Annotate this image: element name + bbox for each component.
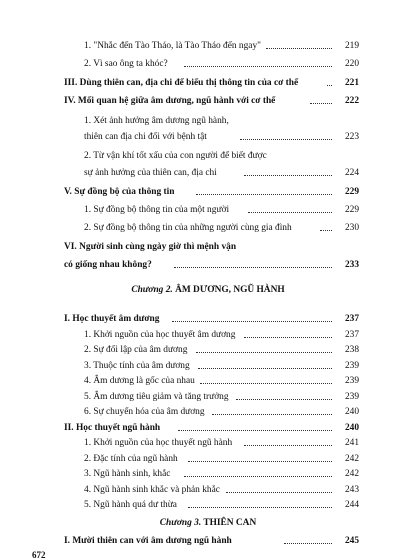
chapter-number: Chương 3.: [159, 517, 202, 528]
toc-page: 238: [344, 345, 359, 355]
dot-leader: [196, 194, 332, 195]
toc-page: 242: [344, 453, 359, 464]
toc-page: 223: [344, 132, 359, 142]
dot-leader: [248, 212, 332, 213]
toc-page: 239: [344, 376, 359, 386]
dot-leader: [184, 66, 332, 67]
dot-leader: [266, 48, 332, 49]
toc-page: 237: [344, 329, 359, 340]
toc-entry: [0, 258, 416, 272]
toc-page: 221: [344, 78, 359, 88]
toc-label: thiên can địa chi đối với bệnh tật: [84, 132, 207, 142]
toc-entry: [0, 57, 416, 71]
dot-leader: [236, 399, 332, 400]
toc-entry: [0, 405, 416, 419]
chapter-title: ÂM DƯƠNG, NGŨ HÀNH: [175, 285, 285, 295]
toc-label: 5. Ngũ hành quá dư thừa: [84, 500, 177, 510]
dot-leader: [200, 383, 332, 384]
toc-entry: [0, 390, 416, 404]
toc-label: có giống nhau không?: [64, 260, 152, 270]
toc-page: 237: [344, 314, 359, 324]
toc-entry: [0, 185, 416, 199]
toc-label: III. Dùng thiên can, địa chi để biểu thị thông tin của cơ thể: [64, 78, 299, 88]
toc-page: 229: [344, 205, 359, 215]
toc-page: 220: [344, 59, 359, 69]
toc-page: 243: [344, 484, 359, 495]
toc-page: 240: [344, 407, 359, 417]
toc-label: I. Mười thiên can với âm dương ngũ hành: [64, 535, 232, 546]
toc-entry: [0, 39, 416, 53]
toc-page: 233: [344, 260, 359, 270]
dot-leader: [226, 492, 332, 493]
toc-label: 2. Sự đồng bộ thông tin của những người cùng gia đình: [84, 223, 292, 233]
toc-label: 3. Ngũ hành sinh, khắc: [84, 469, 171, 479]
dot-leader: [244, 337, 332, 338]
toc-page: 241: [344, 438, 359, 448]
toc-entry: [0, 359, 416, 373]
toc-entry: [0, 328, 416, 342]
dot-leader: [188, 461, 332, 462]
toc-entry: [0, 467, 416, 481]
dot-leader: [284, 543, 332, 544]
toc-entry: [0, 149, 416, 163]
toc-label: 2. Từ vận khí tốt xấu của con người để biết được: [84, 151, 267, 161]
toc-entry: [0, 114, 416, 128]
toc-label: VI. Người sinh cùng ngày giờ thì mệnh vận: [64, 242, 237, 252]
dot-leader: [244, 175, 332, 176]
toc-label: 1. Sự đồng bộ thông tin của một người: [84, 205, 230, 215]
toc-entry: [0, 94, 416, 108]
dot-leader: [172, 321, 332, 322]
toc-page: 230: [344, 223, 359, 233]
toc-entry: [0, 421, 416, 435]
dot-leader: [320, 230, 332, 231]
dot-leader: [327, 85, 332, 86]
chapter-number: Chương 2.: [131, 285, 173, 295]
toc-page: 239: [344, 391, 359, 402]
toc-label: II. Học thuyết ngũ hành: [64, 422, 161, 433]
dot-leader: [212, 414, 332, 415]
toc-label: 6. Sự chuyển hóa của âm dương: [84, 407, 205, 417]
toc-entry: [0, 452, 416, 466]
toc-page: 219: [344, 41, 359, 51]
toc-page: 222: [344, 96, 359, 106]
chapter-title: THIÊN CAN: [201, 517, 257, 528]
dot-leader: [310, 103, 332, 104]
toc-entry: [0, 130, 416, 144]
toc-label: IV. Mối quan hệ giữa âm dương, ngũ hành với cơ thể: [64, 96, 276, 106]
dot-leader: [188, 507, 332, 508]
toc-label: I. Học thuyết âm dương: [64, 314, 160, 324]
dot-leader: [240, 139, 332, 140]
toc-entry: [0, 76, 416, 90]
toc-entry: [0, 240, 416, 254]
toc-entry: [0, 343, 416, 357]
toc-page: 229: [344, 187, 359, 197]
page-number: 672: [32, 549, 46, 560]
toc-label: 2. Sự đối lập của âm dương: [84, 345, 188, 355]
toc-label: 4. Ngũ hành sinh khắc và phản khắc: [84, 484, 220, 495]
toc-entry: [0, 166, 416, 180]
toc-entry: [0, 374, 416, 388]
toc-page: 239: [344, 360, 359, 371]
dot-leader: [244, 445, 332, 446]
dot-leader: [184, 476, 332, 477]
toc-page: 245: [344, 535, 359, 546]
toc-entry: [0, 498, 416, 512]
toc-label: sự ảnh hưởng của thiên can, địa chi: [84, 168, 217, 178]
toc-label: 2. Vì sao ông ta khóc?: [84, 59, 168, 69]
toc-page: 244: [344, 500, 359, 510]
toc-page: 224: [344, 168, 359, 178]
toc-label: 1. Khởi nguồn của học thuyết âm dương: [84, 329, 236, 340]
dot-leader: [174, 267, 332, 268]
toc-label: 2. Đặc tính của ngũ hành: [84, 453, 178, 464]
toc-label: 1. Khởi nguồn của học thuyết ngũ hành: [84, 438, 233, 448]
toc-entry: [0, 534, 416, 548]
toc-label: V. Sự đồng bộ của thông tin: [64, 187, 175, 197]
toc-label: 1. Xét ảnh hưởng âm dương ngũ hành,: [84, 116, 229, 126]
toc-label: 1. "Nhắc đến Tào Tháo, là Tào Tháo đến ngay": [84, 41, 261, 51]
toc-entry: [0, 203, 416, 217]
toc-page: 242: [344, 469, 359, 479]
toc-entry: [0, 312, 416, 326]
chapter-heading: [0, 283, 416, 297]
dot-leader: [198, 368, 332, 369]
toc-entry: [0, 483, 416, 497]
dot-leader: [196, 352, 332, 353]
toc-entry: [0, 221, 416, 235]
toc-label: 3. Thuộc tính của âm dương: [84, 360, 190, 371]
toc-label: 5. Âm dương tiêu giảm và tăng trưởng: [84, 391, 229, 402]
toc-page: 240: [344, 422, 359, 433]
toc-entry: [0, 436, 416, 450]
dot-leader: [178, 430, 332, 431]
toc-label: 4. Âm dương là gốc của nhau: [84, 376, 195, 386]
chapter-heading: [0, 516, 416, 530]
